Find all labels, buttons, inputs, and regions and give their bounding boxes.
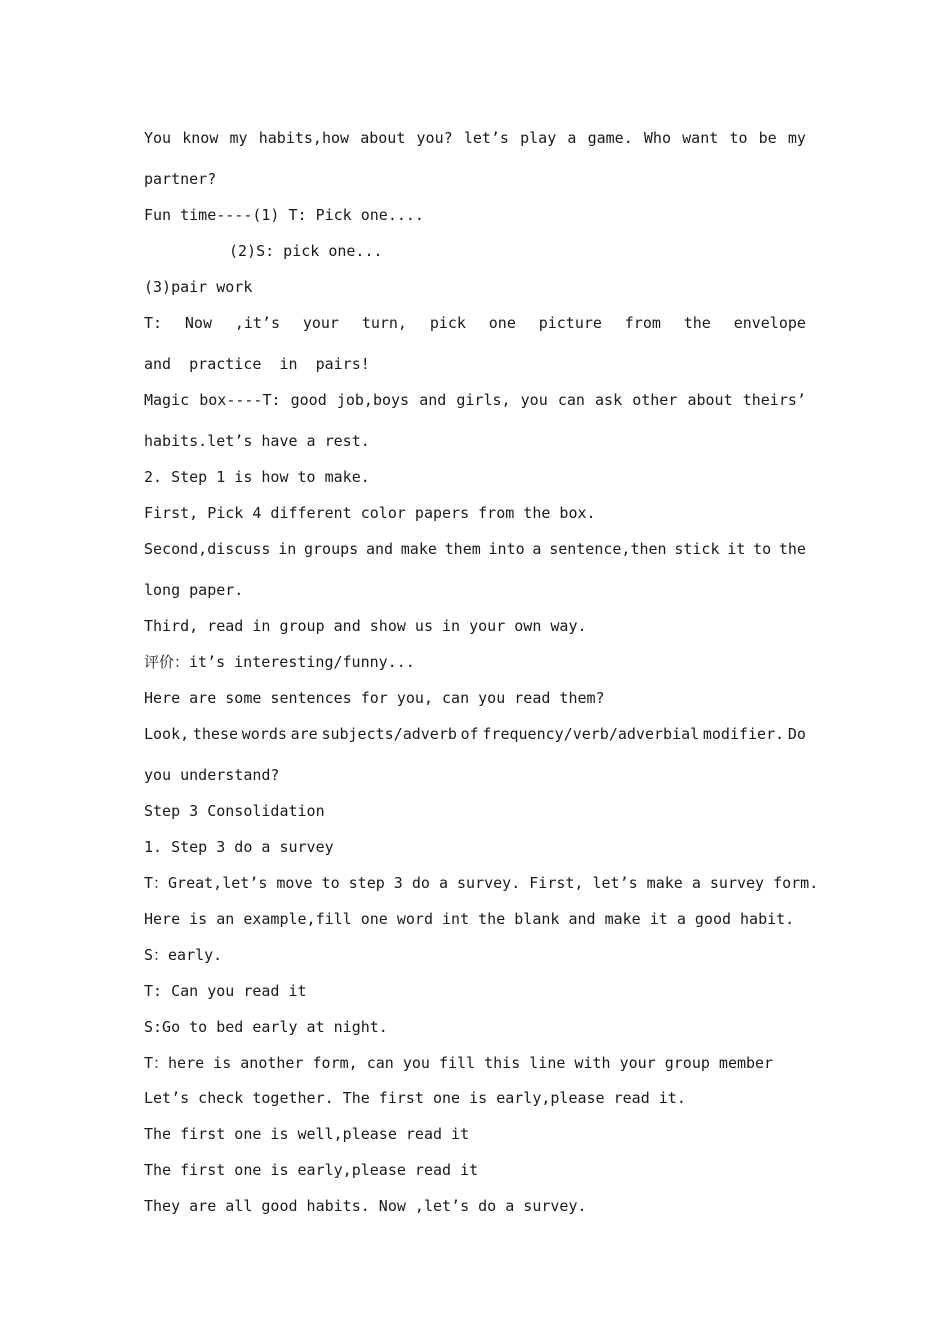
text-line: Fun time----(1) T: Pick one....: [144, 206, 424, 224]
word: one: [488, 314, 516, 332]
text-line: [144, 539, 806, 559]
text-line: [144, 390, 806, 410]
word: your: [302, 314, 339, 332]
text-line: T：Great,let’s move to step 3 do a survey. First, let’s make a survey form.: [144, 874, 819, 892]
word: job,boys: [336, 391, 410, 409]
word: picture: [538, 314, 602, 332]
word: T:: [144, 314, 163, 332]
word: my: [229, 129, 248, 147]
text-line: They are all good habits. Now ,let’s do a survey.: [144, 1197, 587, 1215]
text-line: (3)pair work: [144, 278, 253, 296]
word: them: [444, 540, 481, 558]
word: other: [632, 391, 678, 409]
text-line: First, Pick 4 different color papers from the box.: [144, 504, 596, 522]
text-line: [144, 128, 806, 148]
text-line: The first one is well,please read it: [144, 1125, 470, 1143]
word: let’s: [463, 129, 509, 147]
word: it: [727, 540, 746, 558]
text-line: [144, 313, 806, 333]
word: Who: [643, 129, 671, 147]
word: girls,: [456, 391, 511, 409]
word: my: [787, 129, 806, 147]
word: You: [144, 129, 172, 147]
text-line: Here is an example,fill one word int the blank and make it a good habit.: [144, 910, 795, 928]
word: good: [290, 391, 327, 409]
text-line: Here are some sentences for you, can you read them?: [144, 689, 605, 707]
word: be: [758, 129, 777, 147]
word: theirs’: [742, 391, 806, 409]
text-line: 1. Step 3 do a survey: [144, 838, 334, 856]
word: Look,: [144, 725, 190, 743]
word: Now: [184, 314, 212, 332]
text-line: T：here is another form, can you fill this line with your group member: [144, 1054, 774, 1072]
word: stick: [674, 540, 720, 558]
word: and: [365, 540, 394, 558]
text-line: Step 3 Consolidation: [144, 802, 325, 820]
word: the: [778, 540, 806, 558]
word: ,it’s: [234, 314, 280, 332]
word: of: [460, 725, 479, 743]
text-line: long paper.: [144, 581, 244, 599]
word: sentence,then: [549, 540, 667, 558]
word: groups: [304, 540, 359, 558]
text-line: S:Go to bed early at night.: [144, 1018, 388, 1036]
word: about: [360, 129, 406, 147]
word: words: [241, 725, 287, 743]
word: want: [682, 129, 719, 147]
word: know: [182, 129, 219, 147]
word: a: [567, 129, 577, 147]
word: frequency/verb/adverbial: [482, 725, 700, 743]
text-line: (2)S: pick one...: [229, 242, 383, 260]
word: pick: [429, 314, 466, 332]
word: Second,discuss: [144, 540, 271, 558]
word: modifier.: [702, 725, 785, 743]
text-line: partner?: [144, 170, 217, 188]
word: are: [290, 725, 318, 743]
word: subjects/adverb: [321, 725, 457, 743]
word: play: [520, 129, 557, 147]
word: and: [419, 391, 447, 409]
text-line: [144, 724, 806, 744]
text-line: T: Can you read it: [144, 982, 307, 1000]
word: the: [683, 314, 711, 332]
word: to: [753, 540, 772, 558]
text-line: 评价：it’s interesting/funny...: [144, 653, 415, 671]
word: you?: [416, 129, 453, 147]
text-line: S：early.: [144, 946, 223, 964]
text-line: Let’s check together. The first one is early,please read it.: [144, 1089, 686, 1107]
text-line: The first one is early,please read it: [144, 1161, 479, 1179]
word: box----T:: [199, 391, 281, 409]
word: a: [532, 540, 542, 558]
text-line: 2. Step 1 is how to make.: [144, 468, 370, 486]
word: from: [624, 314, 661, 332]
word: Magic: [144, 391, 190, 409]
word: envelope: [733, 314, 806, 332]
word: into: [488, 540, 525, 558]
text-line: Third, read in group and show us in your own way.: [144, 617, 587, 635]
word: these: [192, 725, 239, 743]
text-line: you understand?: [144, 766, 280, 784]
word: habits,how: [258, 129, 350, 147]
word: ask: [595, 391, 623, 409]
word: make: [400, 540, 437, 558]
word: in: [278, 540, 297, 558]
word: can: [557, 391, 585, 409]
word: Do: [787, 725, 806, 743]
word: you: [520, 391, 548, 409]
text-line: and practice in pairs!: [144, 355, 370, 373]
text-line: habits.let’s have a rest.: [144, 432, 370, 450]
word: game.: [587, 129, 633, 147]
word: to: [729, 129, 748, 147]
word: turn,: [361, 314, 407, 332]
word: about: [687, 391, 733, 409]
